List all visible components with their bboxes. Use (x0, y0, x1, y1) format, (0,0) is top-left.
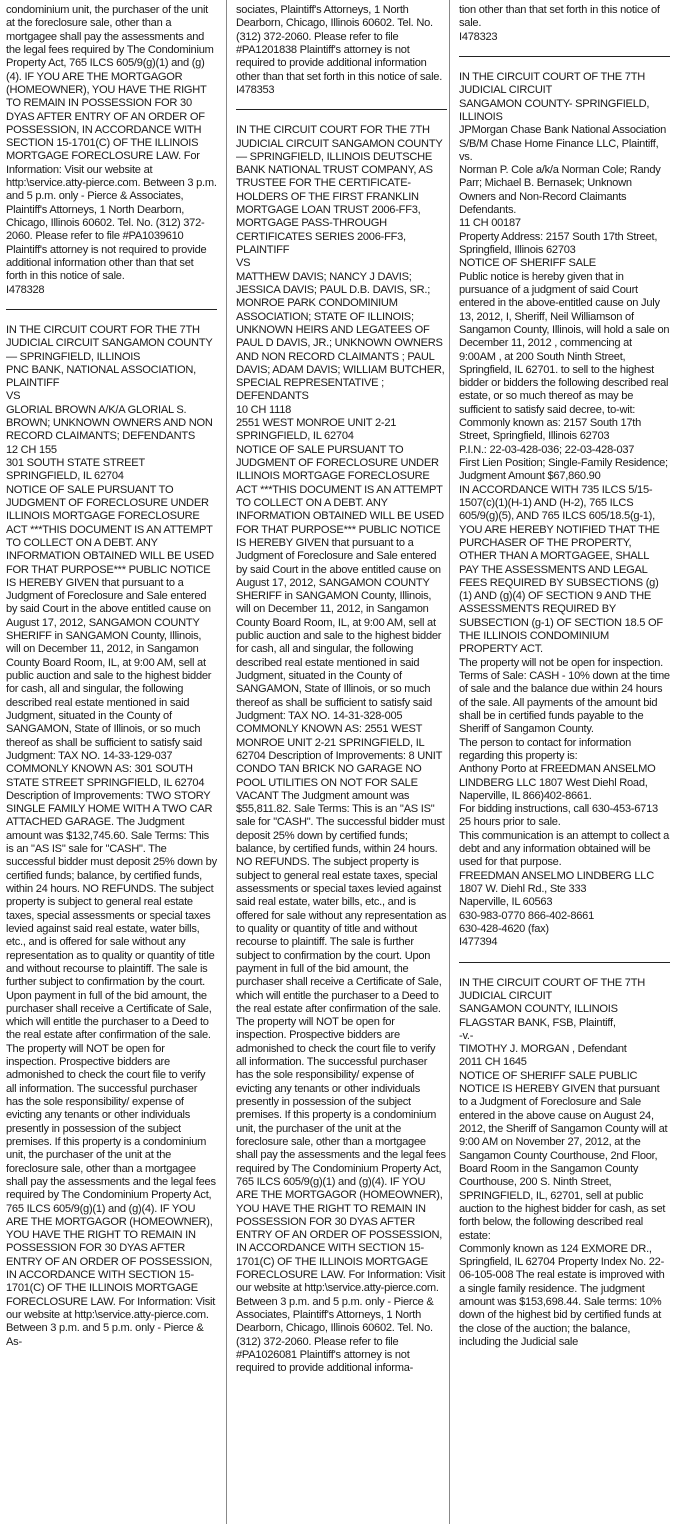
column-1 (6, 4, 217, 1349)
notice-divider (236, 109, 447, 110)
notice-continuation (459, 4, 670, 44)
notice-pnc-bank-vs-brown (6, 324, 217, 1349)
column-rule (449, 0, 450, 1524)
notice-continuation (236, 4, 447, 97)
notice-text: condominium unit, the purchaser of the unit at the foreclosure sale, other than a mortgagee shall pay the assessments and the legal fees required by The Condominium Property Act, 765 ILCS 605/9(g)(1) and (g)(4). IF YOU ARE THE MORTGAGOR (HOMEOWNER), YOU HAVE THE RIGHT TO REMAIN IN POSSESSION FOR 30 DYAS AFTER ENTRY OF AN ORDER OF POSSESSION, IN ACCORDANCE WITH SECTION 15-1701(C) OF THE ILLINOIS MORTGAGE FORECLOSURE LAW. For Information: Visit our website at http:\service.atty-pierce.com. Between 3 p.m. and 5 p.m. only - Pierce & Associates, Plaintiff's Attorneys, 1 North Dearborn, Chicago, Illinois 60602. Tel. No. (312) 372-2060. Please refer to file #PA1039610 Plaintiff's attorney is not required to provide additional information other than that set forth in this notice of sale. I478328 (6, 4, 217, 296)
column-2 (236, 4, 447, 1376)
notice-divider (459, 56, 670, 57)
notice-text: tion other than that set forth in this notice of sale. I478323 (459, 4, 660, 43)
notice-jpmorgan-vs-cole (459, 71, 670, 950)
notice-text: IN THE CIRCUIT COURT OF THE 7TH JUDICIAL CIRCUIT SANGAMON COUNTY- SPRINGFIELD, ILLINOIS JPMorgan Chase Bank National Association S/B/M Chase Home Finance LLC, Plaintiff, vs. Norman P. Cole a/k/a Norman Cole; Randy Parr; Michael B. Bernasek; Unknown Owners and Non-Record Claimants Defendants. 11 CH 00187 Property Address: 2157 South 17th Street, Springfield, Illinois 62703 NOTICE OF SHERIFF SALE Public notice is hereby given that in pursuance of a judgment of said Court entered in the above-entitled cause on July 13, 2012, I, Sheriff, Neil Williamson of Sangamon County, Illinois, will hold a sale on December 11, 2012 , commencing at 9:00AM , at 200 South Ninth Street, Springfield, IL 62701. to sell to the highest bidder or bidders the following described real estate, or so much thereof as may be sufficient to satisfy said decree, to-wit: Commonly known as: 2157 South 17th Street, Springfield, Illinois 62703 P.I.N.: 22-03-428-036; 22-03-428-037 First Lien Position; Single-Family Residence; Judgment Amount $67,860.90 IN ACCORDANCE WITH 735 ILCS 5/15-1507(c)(1)(H-1) AND (H-2), 765 ILCS 605/9(g)(5), AND 765 ILCS 605/18.5(g-1), YOU ARE HEREBY NOTIFIED THAT THE PURCHASER OF THE PROPERTY, OTHER THAN A MORTGAGEE, SHALL PAY THE ASSESSMENTS AND LEGAL FEES REQUIRED BY SUBSECTIONS (g)(1) AND (g)(4) OF SECTION 9 AND THE ASSESSMENTS REQUIRED BY SUBSECTION (g-1) OF SECTION 18.5 OF THE ILLINOIS CONDOMINIUM PROPERTY ACT. The property will not be open for inspection. Terms of Sale: CASH - 10% down at the time of sale and the balance due within 24 hours of the sale. All payments of the amount bid shall be in certified funds payable to the Sheriff of Sangamon County. The person to contact for information regarding this property is: Anthony Porto at FREEDMAN ANSELMO LINDBERG LLC 1807 West Diehl Road, Naperville, IL 866)402-8661. For bidding instructions, call 630-453-6713 25 hours prior to sale. This communication is an attempt to collect a debt and any information obtained will be used for that purpose. FREEDMAN ANSELMO LINDBERG LLC 1807 W. Diehl Rd., Ste 333 Naperville, IL 60563 630-983-0770 866-402-8661 630-428-4620 (fax) I477394 (459, 70, 670, 949)
notice-text: IN THE CIRCUIT COURT FOR THE 7TH JUDICIAL CIRCUIT SANGAMON COUNTY — SPRINGFIELD, ILLINOIS PNC BANK, NATIONAL ASSOCIATION, PLAINTIFF VS GLORIAL BROWN A/K/A GLORIAL S. BROWN; UNKNOWN OWNERS AND NON RECORD CLAIMANTS; DEFENDANTS 12 CH 155 301 SOUTH STATE STREET SPRINGFIELD, IL 62704 NOTICE OF SALE PURSUANT TO JUDGMENT OF FORECLOSURE UNDER ILLINOIS MORTGAGE FORECLOSURE ACT ***THIS DOCUMENT IS AN ATTEMPT TO COLLECT ON A DEBT. ANY INFORMATION OBTAINED WILL BE USED FOR THAT PURPOSE*** PUBLIC NOTICE IS HEREBY GIVEN that pursuant to a Judgment of Foreclosure and Sale entered by said Court in the above entitled cause on August 17, 2012, SANGAMON COUNTY SHERIFF in SANGAMON County, Illinois, will on December 11, 2012, in Sangamon County Board Room, IL, at 9:00 AM, sell at public auction and sale to the highest bidder for cash, all and singular, the following described real estate mentioned in said Judgment, situated in the County of SANGAMON, State of Illinois, or so much thereof as shall be sufficient to satisfy said Judgment: TAX NO. 14-33-129-037 COMMONLY KNOWN AS: 301 SOUTH STATE STREET SPRINGFIELD, IL 62704 Description of Improvements: TWO STORY SINGLE FAMILY HOME WITH A TWO CAR ATTACHED GARAGE. The Judgment amount was $132,745.60. Sale Terms: This is an "AS IS" sale for "CASH". The successful bidder must deposit 25% down by certified funds; balance, by certified funds, within 24 hours. NO REFUNDS. The subject property is subject to general real estate taxes, special assessments or special taxes levied against said real estate, water bills, etc., and is offered for sale without any representation as to quality or quantity of title and without recourse to plaintiff. The sale is further subject to confirmation by the court. Upon payment in full of the bid amount, the purchaser shall receive a Certificate of Sale, which will entitle the purchaser to a Deed to the real estate after confirmation of the sale. The property will NOT be open for inspection. Prospective bidders are admonished to check the court file to verify all information. The successful purchaser has the sole responsibility/ expense of evicting any tenants or other individuals presently in possession of the subject premises. If this property is a condominium unit, the purchaser of the unit at the foreclosure sale, other than a mortgagee shall pay the assessments and the legal fees required by The Condominium Property Act, 765 ILCS 605/9(g)(1) and (g)(4). IF YOU ARE THE MORTGAGOR (HOMEOWNER), YOU HAVE THE RIGHT TO REMAIN IN POSSESSION FOR 30 DYAS AFTER ENTRY OF AN ORDER OF POSSESSION, IN ACCORDANCE WITH SECTION 15-1701(C) OF THE ILLINOIS MORTGAGE FORECLOSURE LAW. For Information: Visit our website at http:\service.atty-pierce.com. Between 3 p.m. and 5 p.m. only - Pierce & As- (6, 323, 217, 1348)
notice-text: sociates, Plaintiff's Attorneys, 1 North Dearborn, Chicago, Illinois 60602. Tel. No. (312) 372-2060. Please refer to file #PA1201838 Plaintiff's attorney is not required to provide additional information other than that set forth in this notice of sale. I478353 (236, 4, 443, 96)
notice-deutsche-bank-vs-davis (236, 124, 447, 1375)
notice-continuation (6, 4, 217, 297)
column-3 (459, 4, 670, 1349)
notice-text: IN THE CIRCUIT COURT OF THE 7TH JUDICIAL CIRCUIT SANGAMON COUNTY, ILLINOIS FLAGSTAR BANK, FSB, Plaintiff, -v.- TIMOTHY J. MORGAN , Defendant 2011 CH 1645 NOTICE OF SHERIFF SALE PUBLIC NOTICE IS HEREBY GIVEN that pursuant to a Judgment of Foreclosure and Sale entered in the above cause on August 24, 2012, the Sheriff of Sangamon County will at 9:00 AM on November 27, 2012, at the Sangamon County Courthouse, 2nd Floor, Board Room in the Sangamon County Courthouse, 200 S. Ninth Street, SPRINGFIELD, IL, 62701, sell at public auction to the highest bidder for cash, as set forth below, the following described real estate: Commonly known as 124 EXMORE DR., Springfield, IL 62704 Property Index No. 22-06-105-008 The real estate is improved with a single family residence. The judgment amount was $153,698.44. Sale terms: 10% down of the highest bid by certified funds at the close of the auction; the balance, including the Judicial sale (459, 976, 668, 1348)
notice-divider (6, 309, 217, 310)
notice-flagstar-vs-morgan (459, 977, 670, 1350)
column-rule (226, 0, 227, 1524)
notice-divider (459, 962, 670, 963)
notice-text: IN THE CIRCUIT COURT FOR THE 7TH JUDICIAL CIRCUIT SANGAMON COUNTY — SPRINGFIELD, ILLINOIS DEUTSCHE BANK NATIONAL TRUST COMPANY, AS TRUSTEE FOR THE CERTIFICATE-HOLDERS OF THE FIRST FRANKLIN MORTGAGE LOAN TRUST 2006-FF3, MORTGAGE PASS-THROUGH CERTIFICATES SERIES 2006-FF3, PLAINTIFF VS MATTHEW DAVIS; NANCY J DAVIS; JESSICA DAVIS; PAUL D.B. DAVIS, SR.; MONROE PARK CONDOMINIUM ASSOCIATION; STATE OF ILLINOIS; UNKNOWN HEIRS AND LEGATEES OF PAUL D DAVIS, JR.; UNKNOWN OWNERS AND NON RECORD CLAIMANTS ; PAUL DAVIS; ADAM DAVIS; WILLIAM BUTCHER, SPECIAL REPRESENTATIVE ; DEFENDANTS 10 CH 1118 2551 WEST MONROE UNIT 2-21 SPRINGFIELD, IL 62704 NOTICE OF SALE PURSUANT TO JUDGMENT OF FORECLOSURE UNDER ILLINOIS MORTGAGE FORECLOSURE ACT ***THIS DOCUMENT IS AN ATTEMPT TO COLLECT ON A DEBT. ANY INFORMATION OBTAINED WILL BE USED FOR THAT PURPOSE*** PUBLIC NOTICE IS HEREBY GIVEN that pursuant to a Judgment of Foreclosure and Sale entered by said Court in the above entitled cause on August 17, 2012, SANGAMON COUNTY SHERIFF in SANGAMON County, Illinois, will on December 11, 2012, in Sangamon County Board Room, IL, at 9:00 AM, sell at public auction and sale to the highest bidder for cash, all and singular, the following described real estate mentioned in said Judgment, situated in the County of SANGAMON, State of Illinois, or so much thereof as shall be sufficient to satisfy said Judgment: TAX NO. 14-31-328-005 COMMONLY KNOWN AS: 2551 WEST MONROE UNIT 2-21 SPRINGFIELD, IL 62704 Description of Improvements: 8 UNIT CONDO TAN BRICK NO GARAGE NO POOL UTILITIES ON NOT FOR SALE VACANT The Judgment amount was $55,811.82. Sale Terms: This is an "AS IS" sale for "CASH". The successful bidder must deposit 25% down by certified funds; balance, by certified funds, within 24 hours. NO REFUNDS. The subject property is subject to general real estate taxes, special assessments or special taxes levied against said real estate, water bills, etc., and is offered for sale without any representation as to quality or quantity of title and without recourse to plaintiff. The sale is further subject to confirmation by the court. Upon payment in full of the bid amount, the purchaser shall receive a Certificate of Sale, which will entitle the purchaser to a Deed to the real estate after confirmation of the sale. The property will NOT be open for inspection. Prospective bidders are admonished to check the court file to verify all information. The successful purchaser has the sole responsibility/ expense of evicting any tenants or other individuals presently in possession of the subject premises. If this property is a condominium unit, the purchaser of the unit at the foreclosure sale, other than a mortgagee shall pay the assessments and the legal fees required by The Condominium Property Act, 765 ILCS 605/9(g)(1) and (g)(4). IF YOU ARE THE MORTGAGOR (HOMEOWNER), YOU HAVE THE RIGHT TO REMAIN IN POSSESSION FOR 30 DYAS AFTER ENTRY OF AN ORDER OF POSSESSION, IN ACCORDANCE WITH SECTION 15-1701(C) OF THE ILLINOIS MORTGAGE FORECLOSURE LAW. For Information: Visit our website at http:\service.atty-pierce.com. Between 3 p.m. and 5 p.m. only - Pierce & Associates, Plaintiff's Attorneys, 1 North Dearborn, Chicago, Illinois 60602. Tel. No. (312) 372-2060. Please refer to file #PA1026081 Plaintiff's attorney is not required to provide additional informa- (236, 124, 447, 1375)
